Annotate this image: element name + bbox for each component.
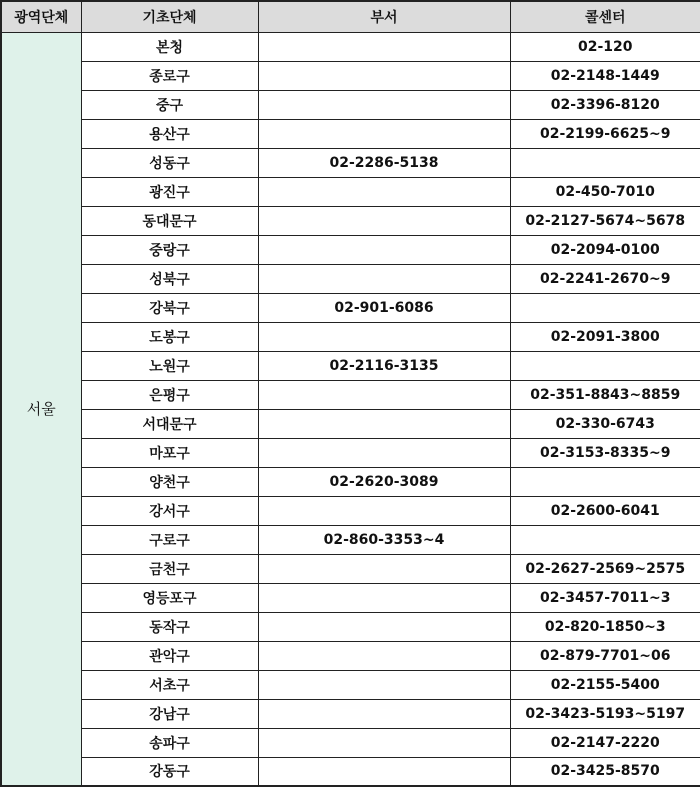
table-row xyxy=(1,32,700,61)
callcenter-cell xyxy=(510,525,700,554)
callcenter-cell: 02-330-6743 xyxy=(510,409,700,438)
table-row xyxy=(1,583,700,612)
dept-cell xyxy=(258,670,510,699)
callcenter-cell xyxy=(510,351,700,380)
table-row xyxy=(1,409,700,438)
callcenter-cell: 02-2094-0100 xyxy=(510,235,700,264)
district-cell: 강서구 xyxy=(81,496,258,525)
dept-cell: 02-860-3353~4 xyxy=(258,525,510,554)
dept-cell xyxy=(258,612,510,641)
dept-cell xyxy=(258,119,510,148)
table-body xyxy=(1,32,700,786)
header-region: 광역단체 xyxy=(1,1,81,32)
district-cell: 노원구 xyxy=(81,351,258,380)
callcenter-cell: 02-2600-6041 xyxy=(510,496,700,525)
callcenter-cell: 02-2627-2569~2575 xyxy=(510,554,700,583)
table-row xyxy=(1,438,700,467)
district-cell: 강북구 xyxy=(81,293,258,322)
table-row xyxy=(1,728,700,757)
district-cell: 영등포구 xyxy=(81,583,258,612)
district-cell: 동대문구 xyxy=(81,206,258,235)
table-row xyxy=(1,670,700,699)
district-cell: 도봉구 xyxy=(81,322,258,351)
callcenter-cell: 02-2091-3800 xyxy=(510,322,700,351)
callcenter-cell: 02-2127-5674~5678 xyxy=(510,206,700,235)
district-cell: 은평구 xyxy=(81,380,258,409)
callcenter-cell xyxy=(510,467,700,496)
table-row xyxy=(1,61,700,90)
dept-cell xyxy=(258,264,510,293)
dept-cell xyxy=(258,641,510,670)
dept-cell xyxy=(258,583,510,612)
table-row xyxy=(1,467,700,496)
district-cell: 송파구 xyxy=(81,728,258,757)
table-row xyxy=(1,757,700,786)
table-row xyxy=(1,699,700,728)
dept-cell xyxy=(258,177,510,206)
dept-cell xyxy=(258,32,510,61)
district-cell: 강동구 xyxy=(81,757,258,786)
callcenter-cell: 02-2148-1449 xyxy=(510,61,700,90)
dept-cell xyxy=(258,496,510,525)
district-cell: 서초구 xyxy=(81,670,258,699)
callcenter-cell: 02-820-1850~3 xyxy=(510,612,700,641)
callcenter-cell: 02-450-7010 xyxy=(510,177,700,206)
dept-cell: 02-2620-3089 xyxy=(258,467,510,496)
callcenter-cell: 02-3425-8570 xyxy=(510,757,700,786)
region-cell: 서울 xyxy=(1,32,81,786)
table-row xyxy=(1,177,700,206)
district-cell: 마포구 xyxy=(81,438,258,467)
dept-cell xyxy=(258,206,510,235)
table-row xyxy=(1,90,700,119)
table-row xyxy=(1,525,700,554)
district-cell: 종로구 xyxy=(81,61,258,90)
table-row xyxy=(1,148,700,177)
dept-cell xyxy=(258,438,510,467)
table-row xyxy=(1,264,700,293)
table-row xyxy=(1,322,700,351)
district-cell: 구로구 xyxy=(81,525,258,554)
district-cell: 중랑구 xyxy=(81,235,258,264)
district-cell: 중구 xyxy=(81,90,258,119)
table-row xyxy=(1,496,700,525)
district-cell: 금천구 xyxy=(81,554,258,583)
callcenter-cell xyxy=(510,148,700,177)
header-dept: 부서 xyxy=(258,1,510,32)
header-district: 기초단체 xyxy=(81,1,258,32)
callcenter-cell: 02-3153-8335~9 xyxy=(510,438,700,467)
dept-cell xyxy=(258,90,510,119)
dept-cell: 02-2116-3135 xyxy=(258,351,510,380)
callcenter-cell: 02-3457-7011~3 xyxy=(510,583,700,612)
district-cell: 양천구 xyxy=(81,467,258,496)
district-cell: 성동구 xyxy=(81,148,258,177)
header-row xyxy=(1,1,700,32)
table-row xyxy=(1,380,700,409)
dept-cell xyxy=(258,409,510,438)
table-row xyxy=(1,235,700,264)
dept-cell xyxy=(258,61,510,90)
district-cell: 광진구 xyxy=(81,177,258,206)
dept-cell xyxy=(258,699,510,728)
callcenter-cell xyxy=(510,293,700,322)
table-row xyxy=(1,351,700,380)
district-cell: 본청 xyxy=(81,32,258,61)
callcenter-cell: 02-3396-8120 xyxy=(510,90,700,119)
district-cell: 동작구 xyxy=(81,612,258,641)
district-cell: 용산구 xyxy=(81,119,258,148)
callcenter-cell: 02-879-7701~06 xyxy=(510,641,700,670)
district-cell: 관악구 xyxy=(81,641,258,670)
district-cell: 서대문구 xyxy=(81,409,258,438)
district-cell: 성북구 xyxy=(81,264,258,293)
dept-cell: 02-2286-5138 xyxy=(258,148,510,177)
dept-cell xyxy=(258,554,510,583)
callcenter-cell: 02-3423-5193~5197 xyxy=(510,699,700,728)
callcenter-cell: 02-120 xyxy=(510,32,700,61)
table-row xyxy=(1,119,700,148)
header-callcenter: 콜센터 xyxy=(510,1,700,32)
callcenter-cell: 02-2155-5400 xyxy=(510,670,700,699)
dept-cell xyxy=(258,322,510,351)
dept-cell xyxy=(258,380,510,409)
dept-cell xyxy=(258,757,510,786)
dept-cell: 02-901-6086 xyxy=(258,293,510,322)
table-row xyxy=(1,641,700,670)
table-row xyxy=(1,206,700,235)
callcenter-cell: 02-351-8843~8859 xyxy=(510,380,700,409)
table-row xyxy=(1,554,700,583)
district-cell: 강남구 xyxy=(81,699,258,728)
callcenter-cell: 02-2147-2220 xyxy=(510,728,700,757)
dept-cell xyxy=(258,728,510,757)
table-row xyxy=(1,293,700,322)
dept-cell xyxy=(258,235,510,264)
callcenter-cell: 02-2241-2670~9 xyxy=(510,264,700,293)
callcenter-cell: 02-2199-6625~9 xyxy=(510,119,700,148)
table-row xyxy=(1,612,700,641)
